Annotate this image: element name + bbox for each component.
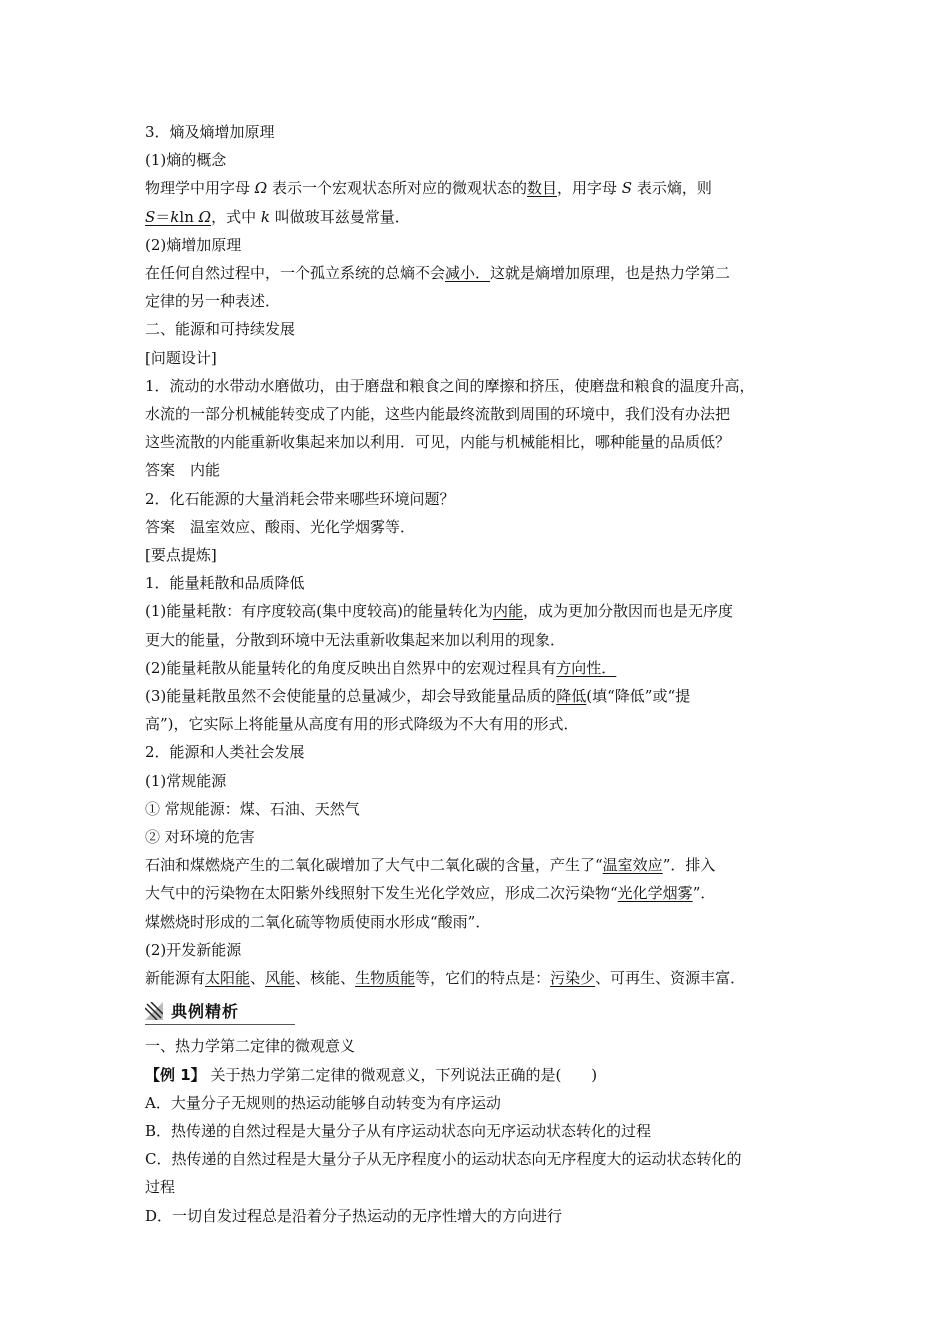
entropy-increase-subheading: (2)熵增加原理 <box>145 235 242 254</box>
blank-directionality: 方向性． <box>556 658 617 677</box>
blank-wind: 风能 <box>265 969 296 988</box>
key-2-sub-1: (1)常规能源 <box>145 771 227 790</box>
key-2-para-line-3: 煤燃烧时形成的二氧化硫等物质使雨水形成“酸雨”． <box>145 912 491 931</box>
entropy-definition-line: 物理学中用字母 Ω 表示一个宏观状态所对应的微观状态的数目，用字母 S 表示熵，则 <box>145 179 712 198</box>
example-tag: 【例 1】 <box>145 1065 206 1084</box>
entropy-heading: 3．熵及熵增加原理 <box>145 123 275 141</box>
blank-solar: 太阳能 <box>205 969 251 988</box>
blank-low-pollution: 污染少 <box>550 969 596 988</box>
question-1-line-1: 1．流动的水带动水磨做功，由于磨盘和粮食之间的摩擦和挤压，使磨盘和粮食的温度升高， <box>145 376 755 395</box>
blank-greenhouse: 温室效应 <box>602 856 663 875</box>
key-2-harm: ② 对环境的危害 <box>145 828 255 847</box>
entropy-principle-line: 在任何自然过程中，一个孤立系统的总熵不会减小．这就是熵增加原理，也是热力学第二 <box>145 264 731 283</box>
question-2: 2．化石能源的大量消耗会带来哪些环境问题？ <box>145 489 455 508</box>
key-points-tag: [要点提炼] <box>145 546 217 565</box>
option-d: D．一切自发过程总是沿着分子热运动的无序性增大的方向进行 <box>145 1206 563 1225</box>
entropy-concept-subheading: (1)熵的概念 <box>145 151 227 170</box>
option-c-cont: 过程 <box>145 1178 176 1197</box>
entropy-formula-line: S＝kln Ω，式中 k 叫做玻耳兹曼常量． <box>145 207 410 226</box>
hatched-triangle-icon <box>145 1002 163 1020</box>
question-1-line-3: 这些流散的内能重新收集起来加以利用．可见，内能与机械能相比，哪种能量的品质低？ <box>145 433 731 452</box>
key-2-conventional: ① 常规能源：煤、石油、天然气 <box>145 799 360 818</box>
blank-smog: 光化学烟雾 <box>617 884 693 903</box>
blank-reduce: 降低 <box>556 687 587 706</box>
blank-internal-energy: 内能 <box>492 602 523 621</box>
answer-1: 答案 内能 <box>145 461 221 480</box>
key-2-para-line-1: 石油和煤燃烧产生的二氧化碳增加了大气中二氧化碳的含量，产生了“温室效应”．排入 <box>145 856 716 875</box>
key-1-item-1: (1)能量耗散：有序度较高(集中度较高)的能量转化为内能，成为更加分散因而也是无序度 <box>145 602 733 621</box>
key-1-item-1-cont: 更大的能量，分散到环境中无法重新收集起来加以利用的现象． <box>145 630 566 649</box>
blank-formula: S＝kln Ω <box>145 207 212 226</box>
question-1-line-2: 水流的一部分机械能转变成了内能，这些内能最终流散到周围的环境中，我们没有办法把 <box>145 405 731 424</box>
entropy-principle-line-2: 定律的另一种表述． <box>145 292 281 311</box>
blank-decrease: 减小． <box>445 264 491 283</box>
option-b: B．热传递的自然过程是大量分子从有序运动状态向无序运动状态转化的过程 <box>145 1121 652 1140</box>
key-1-item-3-cont: 高”)，它实际上将能量从高度有用的形式降级为不大有用的形式． <box>145 715 579 734</box>
blank-biomass: 生物质能 <box>355 969 416 988</box>
answer-2: 答案 温室效应、酸雨、光化学烟雾等． <box>145 517 416 536</box>
banner-rule <box>145 1024 295 1025</box>
banner-title: 典例精析 <box>171 1002 240 1022</box>
blank-number: 数目 <box>527 179 558 198</box>
document-body <box>145 118 825 1230</box>
key-2-heading: 2．能源和人类社会发展 <box>145 743 305 762</box>
option-c: C．热传递的自然过程是大量分子从无序程度小的运动状态向无序程度大的运动状态转化的 <box>145 1150 742 1169</box>
key-1-heading: 1．能量耗散和品质降低 <box>145 574 305 593</box>
example-heading: 一、热力学第二定律的微观意义 <box>145 1037 356 1056</box>
option-a: A．大量分子无规则的热运动能够自动转变为有序运动 <box>145 1093 501 1112</box>
key-2-sub-2: (2)开发新能源 <box>145 940 242 959</box>
section-banner <box>145 998 825 1028</box>
key-2-new-energy: 新能源有太阳能、风能、核能、生物质能等，它们的特点是：污染少、可再生、资源丰富． <box>145 969 746 988</box>
key-1-item-2: (2)能量耗散从能量转化的角度反映出自然界中的宏观过程具有方向性． <box>145 658 617 677</box>
example-1-question: 【例 1】 关于热力学第二定律的微观意义，下列说法正确的是( ) <box>145 1065 598 1084</box>
problem-design-tag: [问题设计] <box>145 348 217 367</box>
energy-heading: 二、能源和可持续发展 <box>145 320 296 339</box>
key-1-item-3: (3)能量耗散虽然不会使能量的总量减少，却会导致能量品质的降低(填“降低”或“提 <box>145 687 691 706</box>
key-2-para-line-2: 大气中的污染物在太阳紫外线照射下发生光化学效应，形成二次污染物“光化学烟雾”． <box>145 884 716 903</box>
